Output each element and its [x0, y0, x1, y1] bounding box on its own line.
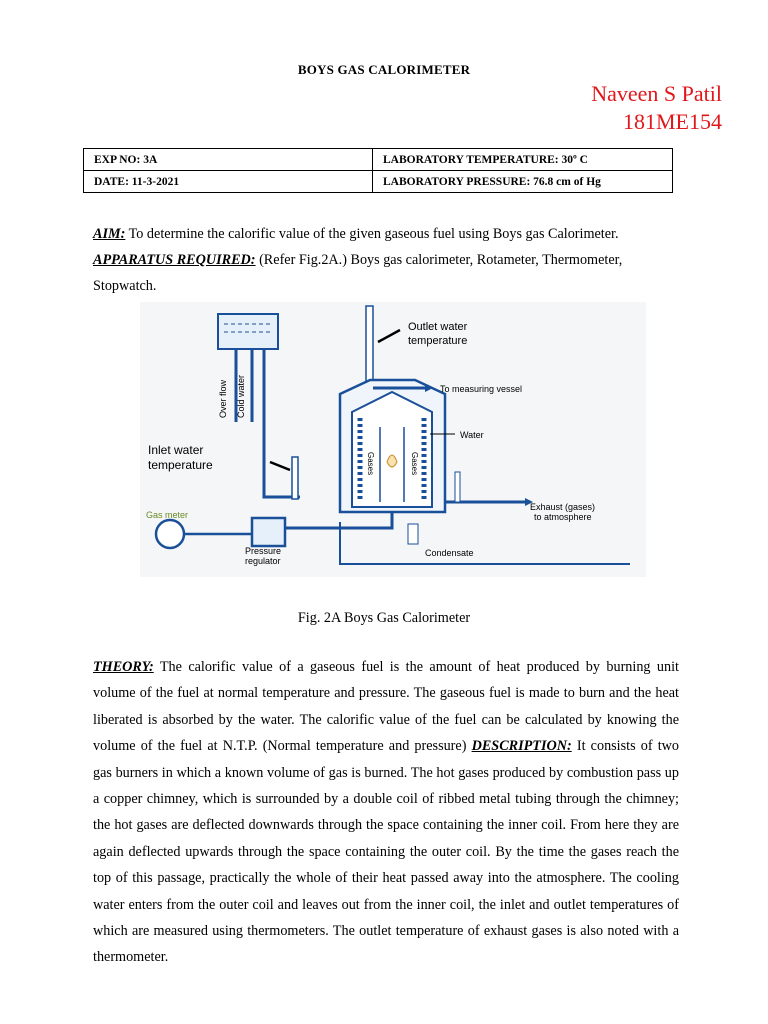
lab-temperature-cell: LABORATORY TEMPERATURE: 30º C — [373, 149, 673, 171]
calorimeter-diagram — [140, 302, 646, 577]
exp-no-cell: EXP NO: 3A — [84, 149, 373, 171]
aim-text: To determine the calorific value of the given gaseous fuel using Boys gas Calorimeter. — [125, 226, 619, 242]
gas-meter-icon — [156, 520, 184, 548]
theory-heading: THEORY: — [93, 659, 154, 675]
regulator-label: regulator — [245, 556, 281, 566]
aim-paragraph — [93, 221, 679, 247]
description-text: It consists of two gas burners in which a known volume of gas is burned. The hot gases produced by combustion pass up a copper chimney, which is surrounded by a double coil of ribbed metal tubing through the chimney; the hot gases are deflected downwards through the space containing the inner coil. From here they are again deflected upwards through the space containing the outer coil. By the time the gases reach the top of this passage, practically the whole of their heat passed away into the atmosphere. The cooling water enters from the outer coil and leaves out from the inner coil, the inlet and outlet temperatures of which are measured using thermometers. The outlet temperature of exhaust gases is also noted with a thermometer. — [93, 738, 680, 966]
lab-pressure-cell: LABORATORY PRESSURE: 76.8 cm of Hg — [373, 171, 673, 193]
exhaust-label: Exhaust (gases) — [530, 502, 596, 512]
apparatus-paragraph — [93, 247, 679, 300]
description-heading: DESCRIPTION: — [471, 738, 572, 755]
outlet-label-2: temperature — [408, 335, 468, 347]
date-cell: DATE: 11-3-2021 — [84, 171, 373, 193]
cold-water-label: Cold water — [236, 374, 246, 418]
pressure-label: Pressure — [245, 546, 282, 556]
calorimeter-diagram-svg — [140, 302, 646, 577]
author-id: 181ME154 — [623, 109, 722, 134]
overflow-label: Over flow — [218, 379, 228, 418]
gases-label-right: Gases — [410, 452, 419, 476]
theory-paragraph — [93, 654, 679, 971]
outlet-label: Outlet water — [408, 321, 468, 333]
water-label: Water — [460, 430, 484, 440]
author-block — [522, 80, 722, 136]
apparatus-heading: APPARATUS REQUIRED: — [93, 252, 256, 268]
aim-heading: AIM: — [93, 226, 126, 242]
table-row — [84, 171, 673, 193]
inlet-label: Inlet water — [148, 443, 204, 457]
vessel-label: To measuring vessel — [440, 384, 523, 394]
experiment-info-table — [83, 148, 673, 193]
author-name: Naveen S Patil — [591, 81, 722, 106]
inlet-label-2: temperature — [148, 458, 213, 472]
figure-caption: Fig. 2A Boys Gas Calorimeter — [297, 610, 471, 626]
exhaust-label-2: to atmosphere — [534, 512, 592, 522]
condensate-label: Condensate — [425, 548, 474, 558]
gases-label-left: Gases — [366, 452, 375, 476]
apparatus-text: (Refer Fig.2A.) Boys gas calorimeter, Rotameter, Thermometer, Stopwatch. — [93, 252, 623, 295]
document-title: BOYS GAS CALORIMETER — [297, 62, 471, 77]
table-row — [84, 149, 673, 171]
gas-meter-label: Gas meter — [146, 510, 189, 520]
theory-text: The calorific value of a gaseous fuel is the amount of heat produced by burning unit volume of the fuel at normal temperature and pressure. The gaseous fuel is made to burn and the heat liberated is absorbed by the water. The calorific value of the fuel can be calculated by knowing the volume of the fuel at N.T.P. (Normal temperature and pressure) — [93, 659, 679, 755]
